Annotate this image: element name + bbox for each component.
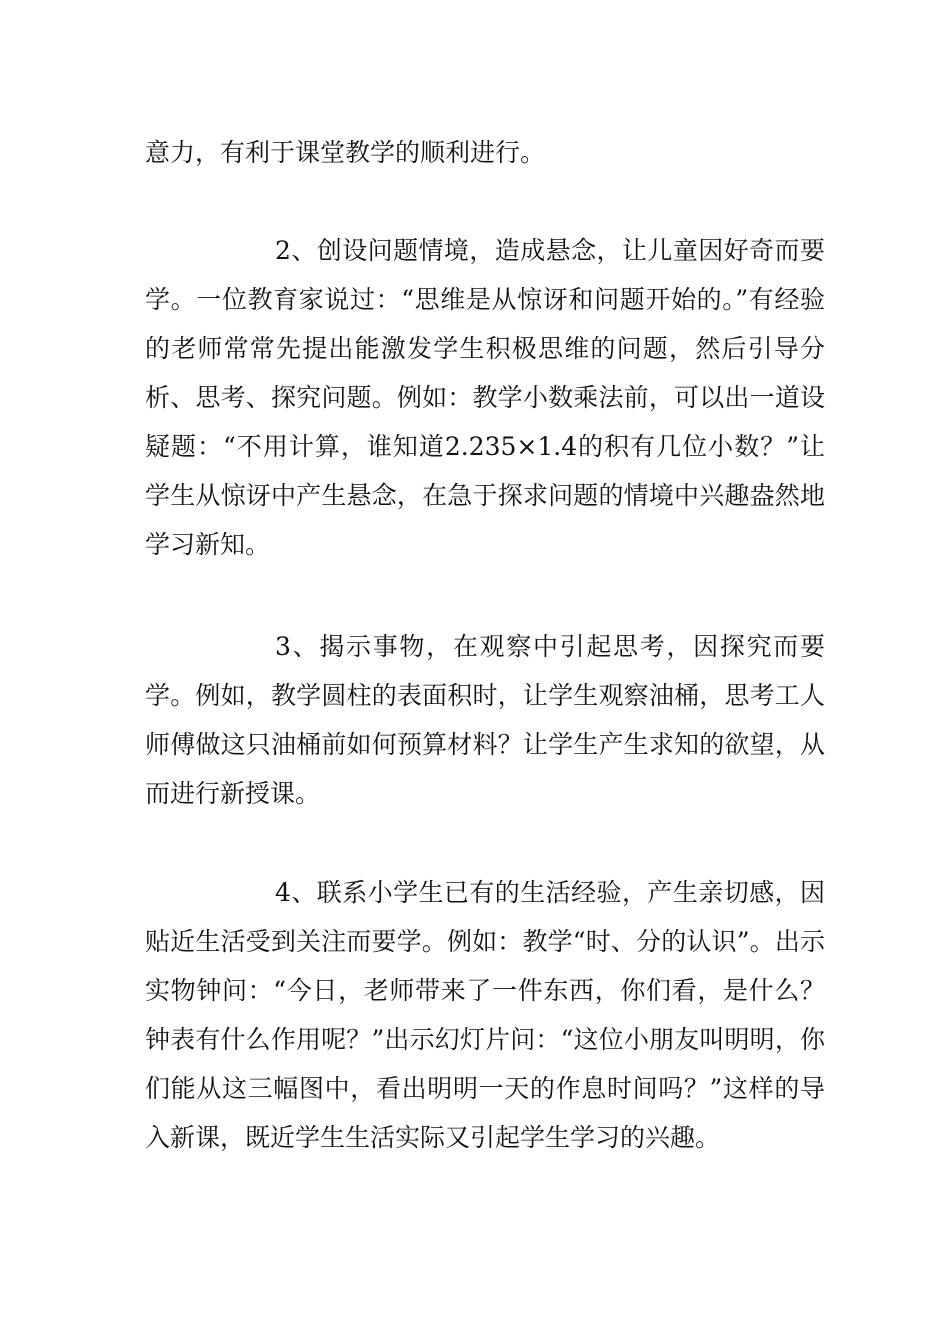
paragraph-item-2: 2、创设问题情境，造成悬念，让儿童因好奇而要学。一位教育家说过：“思维是从惊讶和问题开始的。”有经验的老师常常先提出能激发学生积极思维的问题，然后引导分析、思考、探究问题。例如：教学小数乘法前，可以出一道设疑题：“不用计算，谁知道2.235×1.4的积有几位小数？”让学生从惊讶中产生悬念，在急于探求问题的情境中兴趣盎然地学习新知。 [145,236,825,559]
paragraph-continuation: 意力，有利于课堂教学的顺利进行。 [145,138,546,167]
paragraph-item-4: 4、联系小学生已有的生活经验，产生亲切感，因贴近生活受到关注而要学。例如：教学“时、分的认识”。出示实物钟问：“今日，老师带来了一件东西，你们看，是什么？钟表有什么作用呢？”出示幻灯片问：“这位小朋友叫明明，你们能从这三幅图中，看出明明一天的作息时间吗？”这样的导入新课，既近学生生活实际又引起学生学习的兴趣。 [145,878,825,1152]
paragraph-item-3: 3、揭示事物，在观察中引起思考，因探究而要学。例如，教学圆柱的表面积时，让学生观察油桶，思考工人师傅做这只油桶前如何预算材料？让学生产生求知的欲望，从而进行新授课。 [145,632,825,808]
